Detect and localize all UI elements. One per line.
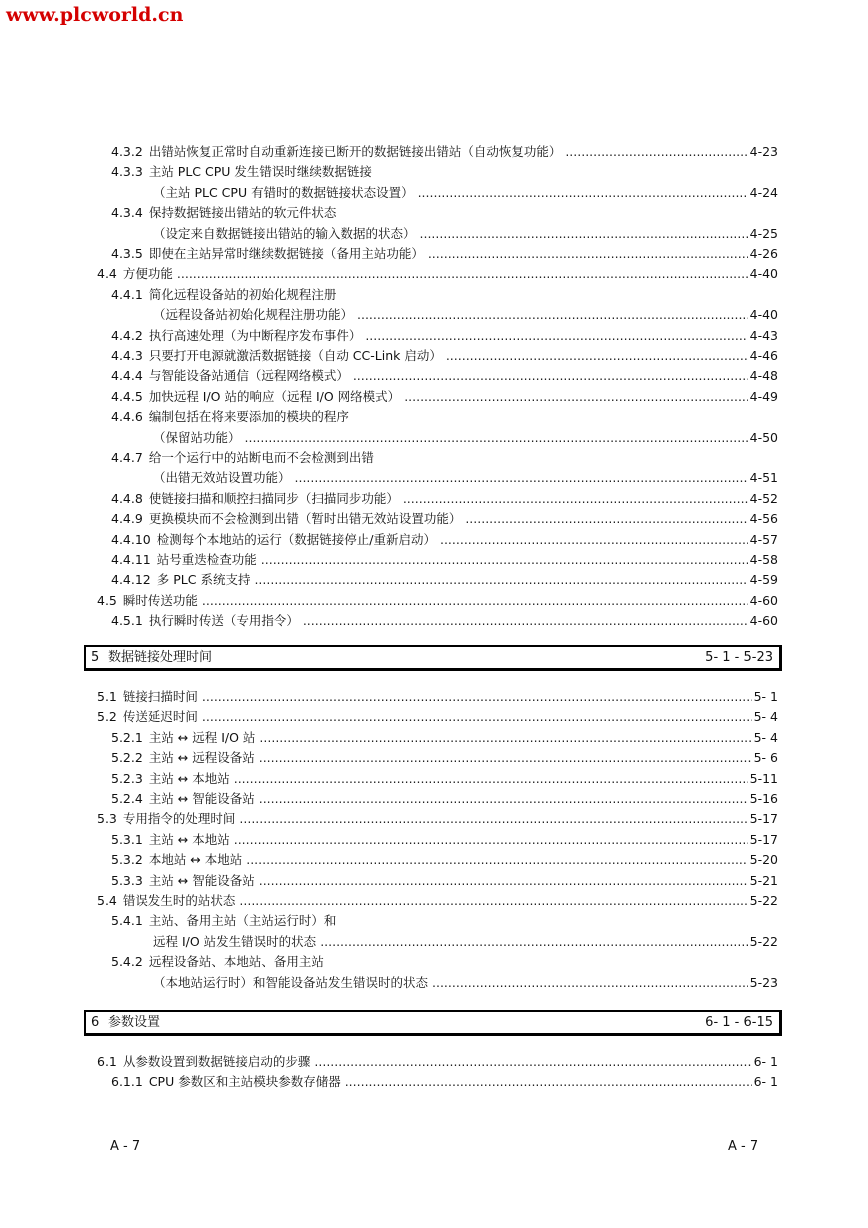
- toc-entry-page: 4-60: [749, 613, 778, 629]
- toc-entry-number: 4.4.8: [111, 490, 143, 506]
- toc-entry-title: 主站 ↔ 远程设备站: [148, 750, 255, 766]
- toc-entry-page: 5- 4: [753, 729, 778, 745]
- toc-entry-page: 4-56: [749, 511, 778, 527]
- toc-entry-page: 4-26: [749, 246, 778, 261]
- toc-entry-number: 4.4.11: [111, 552, 151, 567]
- dot-leader: [234, 769, 748, 789]
- dot-leader: [259, 748, 752, 768]
- toc-entry-number: 5.1: [97, 689, 117, 704]
- toc-entry-page: 4-40: [749, 266, 778, 282]
- toc-entry-title: （保留站功能）: [153, 429, 241, 445]
- dot-leader: [202, 687, 752, 707]
- toc-entry-title: 主站 ↔ 本地站: [148, 770, 230, 786]
- toc-entry-page: 5-22: [749, 933, 778, 949]
- toc-entry-title: 专用指令的处理时间: [122, 811, 236, 827]
- toc-entry-number: 5.4.1: [111, 913, 143, 929]
- toc-entry-number: 5.2.3: [111, 770, 143, 786]
- toc-entry-number: 6.1: [97, 1054, 117, 1069]
- toc-entry-number: 4.5.1: [111, 613, 143, 629]
- toc-entry-title: CPU 参数区和主站模块参数存储器: [148, 1074, 341, 1090]
- toc-entry-page: 5-16: [749, 791, 778, 806]
- chapter-6-header[interactable]: [84, 1010, 782, 1036]
- dot-leader: [418, 183, 748, 203]
- dot-leader: [261, 550, 748, 570]
- dot-leader: [259, 728, 751, 748]
- toc-entry-title: （出错无效站设置功能）: [153, 470, 291, 486]
- toc-entry-page: 4-25: [749, 225, 778, 241]
- toc-entry-title: 远程设备站、本地站、备用主站: [148, 954, 324, 970]
- toc-entry-title: 出错站恢复正常时自动重新连接已断开的数据链接出错站（自动恢复功能）: [148, 144, 562, 159]
- dot-leader: [365, 326, 747, 346]
- toc-entry-page: 4-40: [749, 307, 778, 323]
- toc-entry-number: 6.1.1: [111, 1074, 143, 1090]
- toc-entry-number: 5.2: [97, 709, 117, 725]
- dot-leader: [245, 428, 748, 448]
- toc-entry-number: 4.3.2: [111, 144, 143, 159]
- toc-entry-title: 从参数设置到数据链接启动的步骤: [122, 1054, 311, 1069]
- dot-leader: [254, 570, 747, 590]
- dot-leader: [345, 1072, 752, 1092]
- toc-entry-title: 即使在主站异常时继续数据链接（备用主站功能）: [148, 246, 424, 261]
- chapter-number: 5: [91, 650, 100, 665]
- page-number-right: A - 7: [728, 1139, 759, 1154]
- toc-entry-title: （本地站运行时）和智能设备站发生错误时的状态: [153, 974, 429, 990]
- dot-leader: [404, 387, 747, 407]
- toc-entry-title: 远程 I/O 站发生错误时的状态: [153, 933, 317, 949]
- dot-leader: [259, 871, 748, 891]
- dot-leader: [440, 530, 748, 550]
- toc-entry-title: 站号重迭检查功能: [156, 552, 257, 567]
- toc-entry-page: 6- 1: [753, 1074, 778, 1090]
- dot-leader: [246, 850, 747, 870]
- toc-entry-title: 加快远程 I/O 站的响应（远程 I/O 网络模式）: [148, 388, 401, 404]
- toc-entry-number: 5.2.4: [111, 791, 143, 806]
- toc-entry-page: 6- 1: [753, 1054, 778, 1069]
- toc-entry-title: 编制包括在将来要添加的模块的程序: [148, 409, 349, 425]
- dot-leader: [234, 830, 748, 850]
- chapter-number: 6: [91, 1015, 100, 1030]
- toc-entry-title: 只要打开电源就激活数据链接（自动 CC-Link 启动）: [148, 348, 442, 363]
- chapter-page-range: 5- 1 - 5-23: [705, 650, 773, 665]
- toc-entry-title: 更换模块而不会检测到出错（暂时出错无效站设置功能）: [148, 511, 462, 527]
- toc-entry-title: 链接扫描时间: [122, 689, 198, 704]
- toc-entry-page: 4-49: [749, 388, 778, 404]
- toc-entry-title: 简化远程设备站的初始化规程注册: [148, 286, 337, 302]
- toc-entry-number: 4.4.5: [111, 388, 143, 404]
- toc-entry-page: 4-50: [749, 429, 778, 445]
- toc-entry-number: 4.4: [97, 266, 117, 282]
- dot-leader: [314, 1052, 751, 1072]
- toc-entry-number: 5.3.1: [111, 831, 143, 847]
- toc-entry-title: 执行瞬时传送（专用指令）: [148, 613, 299, 629]
- toc-entry-title: 方便功能: [122, 266, 173, 282]
- toc-entry-page: 4-57: [749, 531, 778, 547]
- chapter-title: 参数设置: [108, 1015, 161, 1030]
- toc-entry-title: 执行高速处理（为中断程序发布事件）: [148, 327, 362, 343]
- toc-entry-page: 4-24: [749, 184, 778, 200]
- toc-entry-number: 4.4.1: [111, 286, 143, 302]
- toc-entry-page: 4-52: [749, 490, 778, 506]
- toc-entry-page: 4-60: [749, 592, 778, 608]
- toc-entry-title: 主站 PLC CPU 发生错误时继续数据链接: [148, 164, 372, 180]
- toc-entry-number: 4.4.4: [111, 368, 143, 384]
- page-number-left: A - 7: [110, 1139, 141, 1154]
- toc-entry-page: 4-51: [749, 470, 778, 486]
- toc-entry-title: 主站 ↔ 远程 I/O 站: [148, 729, 256, 745]
- dot-leader: [295, 468, 748, 488]
- toc-entry-title: 保持数据链接出错站的软元件状态: [148, 205, 337, 221]
- toc-entry-number: 5.3.3: [111, 872, 143, 888]
- toc-entry-page: 5-17: [749, 811, 778, 827]
- toc-entry-number: 5.4: [97, 893, 117, 908]
- toc-entry-number: 4.4.2: [111, 327, 143, 343]
- dot-leader: [565, 142, 747, 162]
- toc-entry-title: 错误发生时的站状态: [122, 893, 236, 908]
- toc-entry-page: 5-23: [749, 974, 778, 990]
- chapter-5-header[interactable]: [84, 645, 782, 671]
- toc-entry-title: （远程设备站初始化规程注册功能）: [153, 307, 354, 323]
- toc-entry-page: 5-17: [749, 831, 778, 847]
- toc-entry-number: 4.5: [97, 592, 117, 608]
- watermark-url[interactable]: www.plcworld.cn: [6, 4, 184, 26]
- toc-entry-number: 5.2.1: [111, 729, 143, 745]
- toc-entry-number: 4.4.9: [111, 511, 143, 527]
- toc-entry-page: 4-23: [749, 144, 778, 159]
- dot-leader: [403, 489, 748, 509]
- toc-entry-title: （主站 PLC CPU 有错时的数据链接状态设置）: [153, 184, 414, 200]
- dot-leader: [353, 366, 748, 386]
- toc-entry-title: 给一个运行中的站断电而不会检测到出错: [148, 450, 374, 465]
- dot-leader: [239, 891, 747, 911]
- toc-entry-number: 4.3.5: [111, 246, 143, 261]
- toc-entry-number: 4.3.3: [111, 164, 143, 180]
- toc-entry-page: 4-59: [749, 572, 778, 588]
- dot-leader: [465, 509, 747, 529]
- toc-entry-page: 5- 4: [753, 709, 778, 725]
- toc-entry-title: 多 PLC 系统支持: [156, 572, 251, 588]
- toc-entry-number: 5.3.2: [111, 852, 143, 868]
- toc-entry-number: 5.2.2: [111, 750, 143, 766]
- chapter-title: 数据链接处理时间: [108, 650, 213, 665]
- toc-entry-title: 主站 ↔ 智能设备站: [148, 872, 255, 888]
- dot-leader: [432, 973, 748, 993]
- chapter-page-range: 6- 1 - 6-15: [705, 1015, 773, 1030]
- toc-entry-page: 5- 1: [753, 689, 778, 704]
- dot-leader: [202, 591, 748, 611]
- toc-entry-title: 瞬时传送功能: [122, 592, 198, 608]
- toc-entry-title: 本地站 ↔ 本地站: [148, 852, 243, 868]
- toc-entry-page: 4-48: [749, 368, 778, 384]
- toc-entry-title: 检测每个本地站的运行（数据链接停止/重新启动）: [156, 531, 436, 547]
- toc-entry-number: 4.4.6: [111, 409, 143, 425]
- dot-leader: [202, 707, 752, 727]
- toc-entry-number: 5.3: [97, 811, 117, 827]
- dot-leader: [239, 809, 747, 829]
- dot-leader: [303, 611, 748, 631]
- toc-entry-page: 5-21: [749, 872, 778, 888]
- dot-leader: [177, 264, 748, 284]
- toc-entry-number: 4.3.4: [111, 205, 143, 221]
- toc-entry-number: 4.4.10: [111, 531, 151, 547]
- toc-entry-page: 4-58: [749, 552, 778, 567]
- dot-leader: [259, 789, 748, 809]
- toc-entry-title: 主站、备用主站（主站运行时）和: [148, 913, 337, 929]
- toc-entry-title: 主站 ↔ 智能设备站: [148, 791, 255, 806]
- dot-leader: [420, 224, 748, 244]
- toc-entry-number: 4.4.12: [111, 572, 151, 588]
- toc-entry-page: 4-43: [749, 327, 778, 343]
- toc-entry-page: 5-11: [749, 770, 778, 786]
- toc-entry-page: 5-20: [749, 852, 778, 868]
- dot-leader: [428, 244, 748, 264]
- toc-entry-number: 4.4.3: [111, 348, 143, 363]
- toc-entry-title: 与智能设备站通信（远程网络模式）: [148, 368, 349, 384]
- dot-leader: [446, 346, 748, 366]
- toc-entry-page: 5-22: [749, 893, 778, 908]
- toc-entry-title: 使链接扫描和顺控扫描同步（扫描同步功能）: [148, 490, 399, 506]
- toc-entry-page: 5- 6: [753, 750, 778, 766]
- toc-entry-title: 主站 ↔ 本地站: [148, 831, 230, 847]
- toc-entry-number: 5.4.2: [111, 954, 143, 970]
- toc-entry-title: 传送延迟时间: [122, 709, 198, 725]
- dot-leader: [320, 932, 747, 952]
- toc-entry-page: 4-46: [749, 348, 778, 363]
- toc-entry-title: （设定来自数据链接出错站的输入数据的状态）: [153, 225, 416, 241]
- dot-leader: [357, 305, 748, 325]
- toc-entry-number: 4.4.7: [111, 450, 143, 465]
